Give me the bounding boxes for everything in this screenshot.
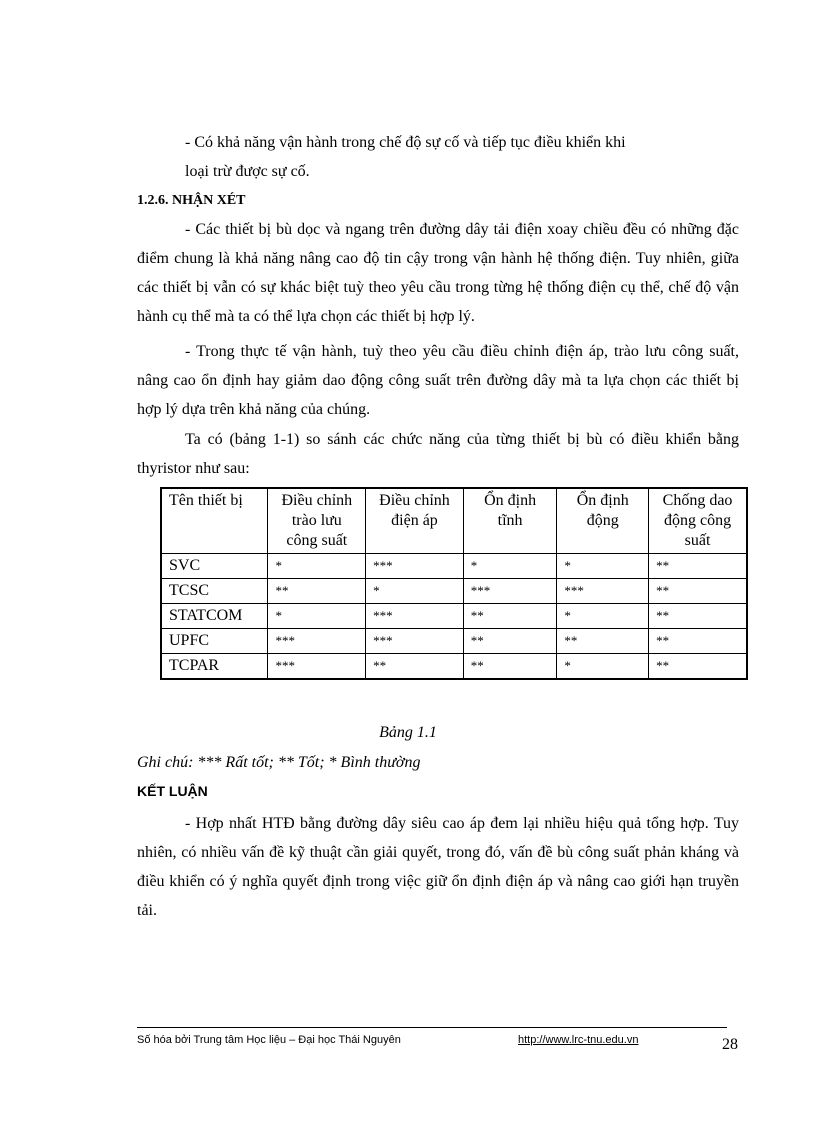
device-name: STATCOM [161, 604, 268, 629]
rating-cell: *** [268, 654, 366, 680]
rating-cell: *** [268, 629, 366, 654]
rating-cell: ** [649, 629, 747, 654]
table-note: Ghi chú: *** Rất tốt; ** Tốt; * Bình thường [137, 754, 421, 771]
rating-cell: *** [366, 629, 464, 654]
rating-cell: *** [463, 579, 557, 604]
rating-cell: * [557, 654, 649, 680]
rating-cell: *** [366, 554, 464, 579]
paragraph-practical-operation: - Trong thực tế vận hành, tuỳ theo yêu cầu điều chỉnh điện áp, trào lưu công suất, nâng cao ổn định hay giảm dao động công suất trên đường dây mà ta lựa chọn các thiết bị hợp lý dựa trên khả năng của chúng. [137, 343, 739, 418]
section-heading-ket-luan: KẾT LUẬN [137, 783, 208, 799]
device-name: TCSC [161, 579, 268, 604]
rating-cell: ** [649, 579, 747, 604]
section-heading-nhan-xet: 1.2.6. NHẬN XÉT [137, 193, 246, 208]
device-name: TCPAR [161, 654, 268, 680]
paragraph-table-intro: Ta có (bảng 1-1) so sánh các chức năng của từng thiết bị bù có điều khiển bằng thyristor như sau: [137, 431, 739, 477]
table-header-row [161, 488, 747, 554]
rating-cell: ** [366, 654, 464, 680]
rating-cell: * [268, 554, 366, 579]
header-dynamic-stability: Ổn định động [557, 488, 649, 554]
rating-cell: * [557, 554, 649, 579]
rating-cell: ** [463, 604, 557, 629]
header-voltage-control: Điều chỉnh điện áp [366, 488, 464, 554]
paragraph-comparison-general: - Các thiết bị bù dọc và ngang trên đường dây tải điện xoay chiều đều có những đặc điểm chung là khả năng nâng cao độ tin cậy trong vận hành hệ thống điện. Tuy nhiên, giữa các thiết bị vẫn có sự khác biệt tuỳ theo yêu cầu trong từng hệ thống điện cụ thể, chế độ vận hành cụ thể mà ta có thể lựa chọn các thiết bị hợp lý. [137, 221, 739, 325]
rating-cell: ** [649, 554, 747, 579]
footer-divider [137, 1027, 727, 1028]
rating-cell: ** [463, 654, 557, 680]
rating-cell: * [366, 579, 464, 604]
rating-cell: *** [366, 604, 464, 629]
rating-cell: ** [463, 629, 557, 654]
table-row [161, 604, 747, 629]
rating-cell: * [557, 604, 649, 629]
header-power-flow-control: Điều chỉnh trào lưu công suất [268, 488, 366, 554]
device-name: SVC [161, 554, 268, 579]
header-device-name: Tên thiết bị [161, 488, 268, 554]
device-name: UPFC [161, 629, 268, 654]
page-number: 28 [722, 1036, 738, 1053]
rating-cell: * [268, 604, 366, 629]
table-caption: Bảng 1.1 [379, 724, 437, 741]
paragraph-fault-operation: - Có khả năng vận hành trong chế độ sự cố và tiếp tục điều khiển khi [185, 134, 626, 151]
footer-link[interactable]: http://www.lrc-tnu.edu.vn [518, 1034, 639, 1046]
rating-cell: * [463, 554, 557, 579]
table-row [161, 629, 747, 654]
rating-cell: *** [557, 579, 649, 604]
device-comparison-table [160, 487, 748, 680]
rating-cell: ** [557, 629, 649, 654]
paragraph-conclusion: - Hợp nhất HTĐ bằng đường dây siêu cao áp đem lại nhiều hiệu quả tổng hợp. Tuy nhiên, có nhiều vấn đề kỹ thuật cần giải quyết, trong đó, vấn đề bù công suất phản kháng và điều khiển có ý nghĩa quyết định trong việc giữ ổn định điện áp và nâng cao giới hạn truyền tải. [137, 815, 739, 919]
rating-cell: ** [268, 579, 366, 604]
table-row [161, 554, 747, 579]
header-static-stability: Ổn định tĩnh [463, 488, 557, 554]
rating-cell: ** [649, 654, 747, 680]
table-row [161, 654, 747, 680]
header-oscillation-damping: Chống dao động công suất [649, 488, 747, 554]
table-row [161, 579, 747, 604]
footer-source: Số hóa bởi Trung tâm Học liệu – Đại học Thái Nguyên [137, 1034, 401, 1046]
rating-cell: ** [649, 604, 747, 629]
paragraph-fault-operation-cont: loại trừ được sự cố. [185, 163, 310, 180]
